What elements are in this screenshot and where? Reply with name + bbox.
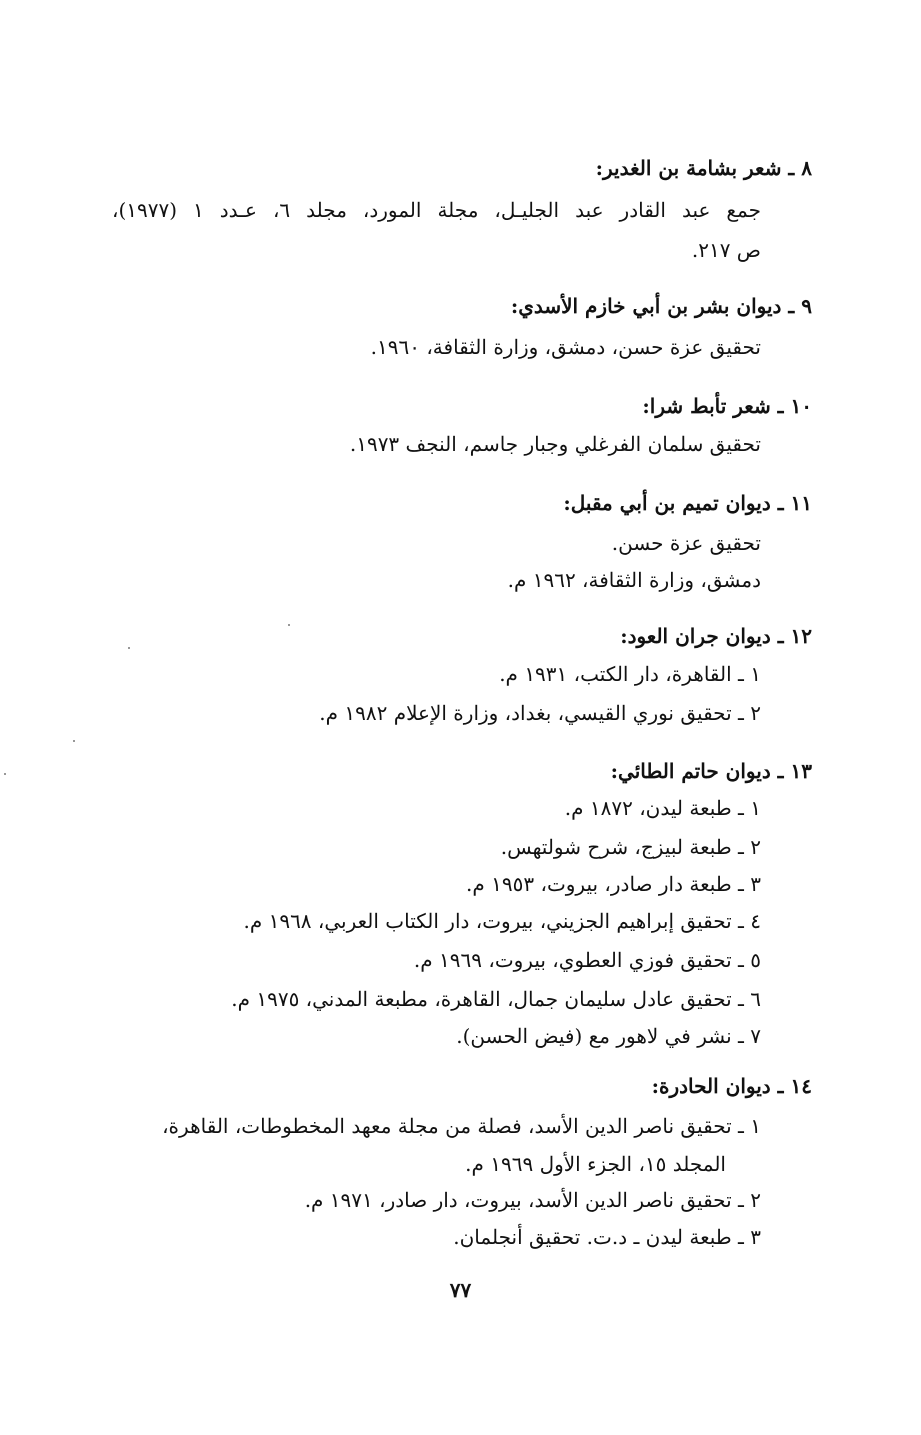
scan-speck: [128, 647, 130, 649]
entry-line: المجلد ١٥، الجزء الأول ١٩٦٩ م.: [465, 1152, 726, 1176]
entry-line: ٦ ـ تحقيق عادل سليمان جمال، القاهرة، مطبعة المدني، ١٩٧٥ م.: [231, 987, 761, 1011]
entry-heading: ٨ ـ شعر بشامة بن الغدير:: [595, 156, 812, 180]
entry-heading: ١٣ ـ ديوان حاتم الطائي:: [610, 759, 812, 783]
scan-speck: [288, 624, 290, 626]
entry-line: ص ٢١٧.: [691, 238, 761, 262]
entry-line: تحقيق عزة حسن، دمشق، وزارة الثقافة، ١٩٦٠.: [370, 335, 761, 359]
entry-line: جمع عبد القادر عبد الجليـل، مجلة المورد، مجلد ٦، عـدد ١ (١٩٧٧)،: [112, 198, 761, 222]
entry-line: ١ ـ طبعة ليدن، ١٨٧٢ م.: [564, 796, 761, 820]
entry-line: ١ ـ تحقيق ناصر الدين الأسد، فصلة من مجلة معهد المخطوطات، القاهرة،: [162, 1114, 761, 1138]
entry-heading: ١١ ـ ديوان تميم بن أبي مقبل:: [563, 491, 812, 515]
entry-line: ١ ـ القاهرة، دار الكتب، ١٩٣١ م.: [499, 662, 761, 686]
entry-line: تحقيق سلمان الفرغلي وجبار جاسم، النجف ١٩٧٣.: [349, 432, 761, 456]
entry-line: ٢ ـ تحقيق نوري القيسي، بغداد، وزارة الإعلام ١٩٨٢ م.: [319, 701, 761, 725]
entry-line: دمشق، وزارة الثقافة، ١٩٦٢ م.: [507, 568, 761, 592]
scan-speck: [73, 740, 75, 742]
entry-line: ٣ ـ طبعة ليدن ـ د.ت. تحقيق أنجلمان.: [453, 1225, 761, 1249]
scan-speck: [4, 773, 6, 775]
entry-line: ٢ ـ طبعة لبيزج، شرح شولتهس.: [500, 835, 761, 859]
entry-heading: ١٢ ـ ديوان جران العود:: [620, 624, 812, 648]
entry-heading: ٩ ـ ديوان بشر بن أبي خازم الأسدي:: [510, 294, 812, 318]
entry-line: ٣ ـ طبعة دار صادر، بيروت، ١٩٥٣ م.: [466, 872, 761, 896]
entry-heading: ١٤ ـ ديوان الحادرة:: [651, 1074, 812, 1098]
page-number: ٧٧: [449, 1278, 472, 1302]
entry-line: تحقيق عزة حسن.: [611, 531, 761, 555]
entry-line: ٥ ـ تحقيق فوزي العطوي، بيروت، ١٩٦٩ م.: [413, 948, 761, 972]
entry-line: ٢ ـ تحقيق ناصر الدين الأسد، بيروت، دار صادر، ١٩٧١ م.: [304, 1188, 761, 1212]
entry-line: ٧ ـ نشر في لاهور مع (فيض الحسن).: [456, 1024, 761, 1048]
entry-heading: ١٠ ـ شعر تأبط شرا:: [642, 394, 812, 418]
entry-line: ٤ ـ تحقيق إبراهيم الجزيني، بيروت، دار الكتاب العربي، ١٩٦٨ م.: [243, 909, 761, 933]
